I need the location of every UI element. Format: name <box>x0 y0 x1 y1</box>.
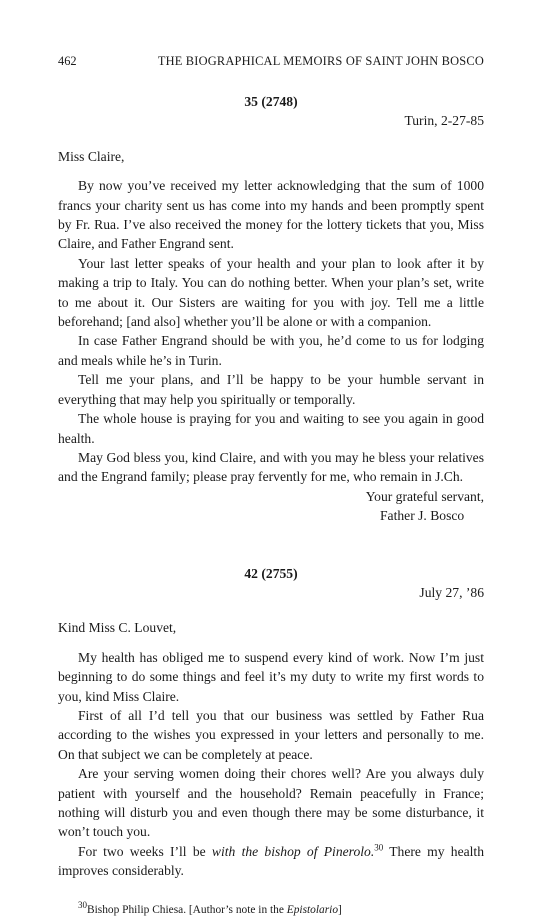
footnote-end: ] <box>338 903 342 916</box>
paragraph-text: For two weeks I’ll be <box>78 843 212 859</box>
letter-paragraph: First of all I’d tell you that our business was settled by Father Rua according to the wishes you expressed in your letters and personally to me. On that subject we can be completely at peace. <box>58 707 484 762</box>
letter-salutation: Miss Claire, <box>58 148 125 164</box>
letter-closing: Your grateful servant, <box>365 488 484 504</box>
letter-date: July 27, ’86 <box>419 584 484 600</box>
letter-paragraph: My health has obliged me to suspend every kind of work. Now I’m just beginning to do some things and feel it’s my duty to write my first words to you, kind Miss Claire. <box>58 649 484 704</box>
paragraph-text: There my health improves considerably. <box>58 843 485 879</box>
letter-signature <box>58 506 484 525</box>
footnote <box>58 901 484 920</box>
running-title: THE BIOGRAPHICAL MEMOIRS OF SAINT JOHN BOSCO <box>157 54 484 68</box>
letter-heading: 42 (2755) <box>244 565 298 581</box>
footnote-text: Bishop Philip Chiesa. [Author’s note in the <box>87 903 287 916</box>
signature-text: Father J. Bosco <box>380 508 465 524</box>
letter-body <box>58 648 484 881</box>
letter-paragraph: In case Father Engrand should be with you, he’d come to us for lodging and meals while he’s in Turin. <box>58 333 484 368</box>
letter-date: Turin, 2-27-85 <box>404 113 484 129</box>
letter-paragraph: Tell me your plans, and I’ll be happy to be your humble servant in everything that may help you spiritually or temporally. <box>58 372 484 407</box>
page-number: 462 <box>58 54 77 68</box>
letter-paragraph: By now you’ve received my letter acknowledging that the sum of 1000 francs your charity sent us has come into my hands and been promptly spent by Fr. Rua. I’ve also received the money for the lottery tickets that you, Miss Claire, and Father Engrand sent. <box>58 178 484 252</box>
letter-42 <box>58 564 484 881</box>
letter-paragraph: Your last letter speaks of your health and your plan to look after it by making a trip to Italy. You can do nothing better. When your plan’s set, write to me about it. Our Sisters are waiting for you with joy. Tell me a little beforehand; [and also] whether you’ll be alone or with a companion. <box>58 255 484 330</box>
letter-paragraph <box>58 842 484 881</box>
letter-paragraph: The whole house is praying for you and waiting to see you again in good health. <box>58 411 484 446</box>
letter-body <box>58 176 484 487</box>
footnote-reference: 30 <box>374 842 384 853</box>
letter-paragraph: May God bless you, kind Claire, and with you may he bless your relatives and the Engrand family; please pray fervently for me, who remain in J.Ch. <box>58 449 484 485</box>
letter-heading: 35 (2748) <box>244 94 298 109</box>
letter-35 <box>58 92 484 526</box>
page-header <box>58 52 484 72</box>
footnote-italic: Epistolario <box>286 903 339 916</box>
letter-paragraph: Are your serving women doing their chores well? Are you always duly patient with yourself and the household? Remain peacefully in France; nothing will disturb you and even though there may be some disturbance, it won’t touch you. <box>58 766 484 840</box>
letter-separator <box>58 526 484 564</box>
footnote-number: 30 <box>78 899 87 910</box>
book-page <box>58 52 484 920</box>
italic-text: with the bishop of Pinerolo. <box>211 843 375 859</box>
letter-salutation: Kind Miss C. Louvet, <box>58 620 177 636</box>
